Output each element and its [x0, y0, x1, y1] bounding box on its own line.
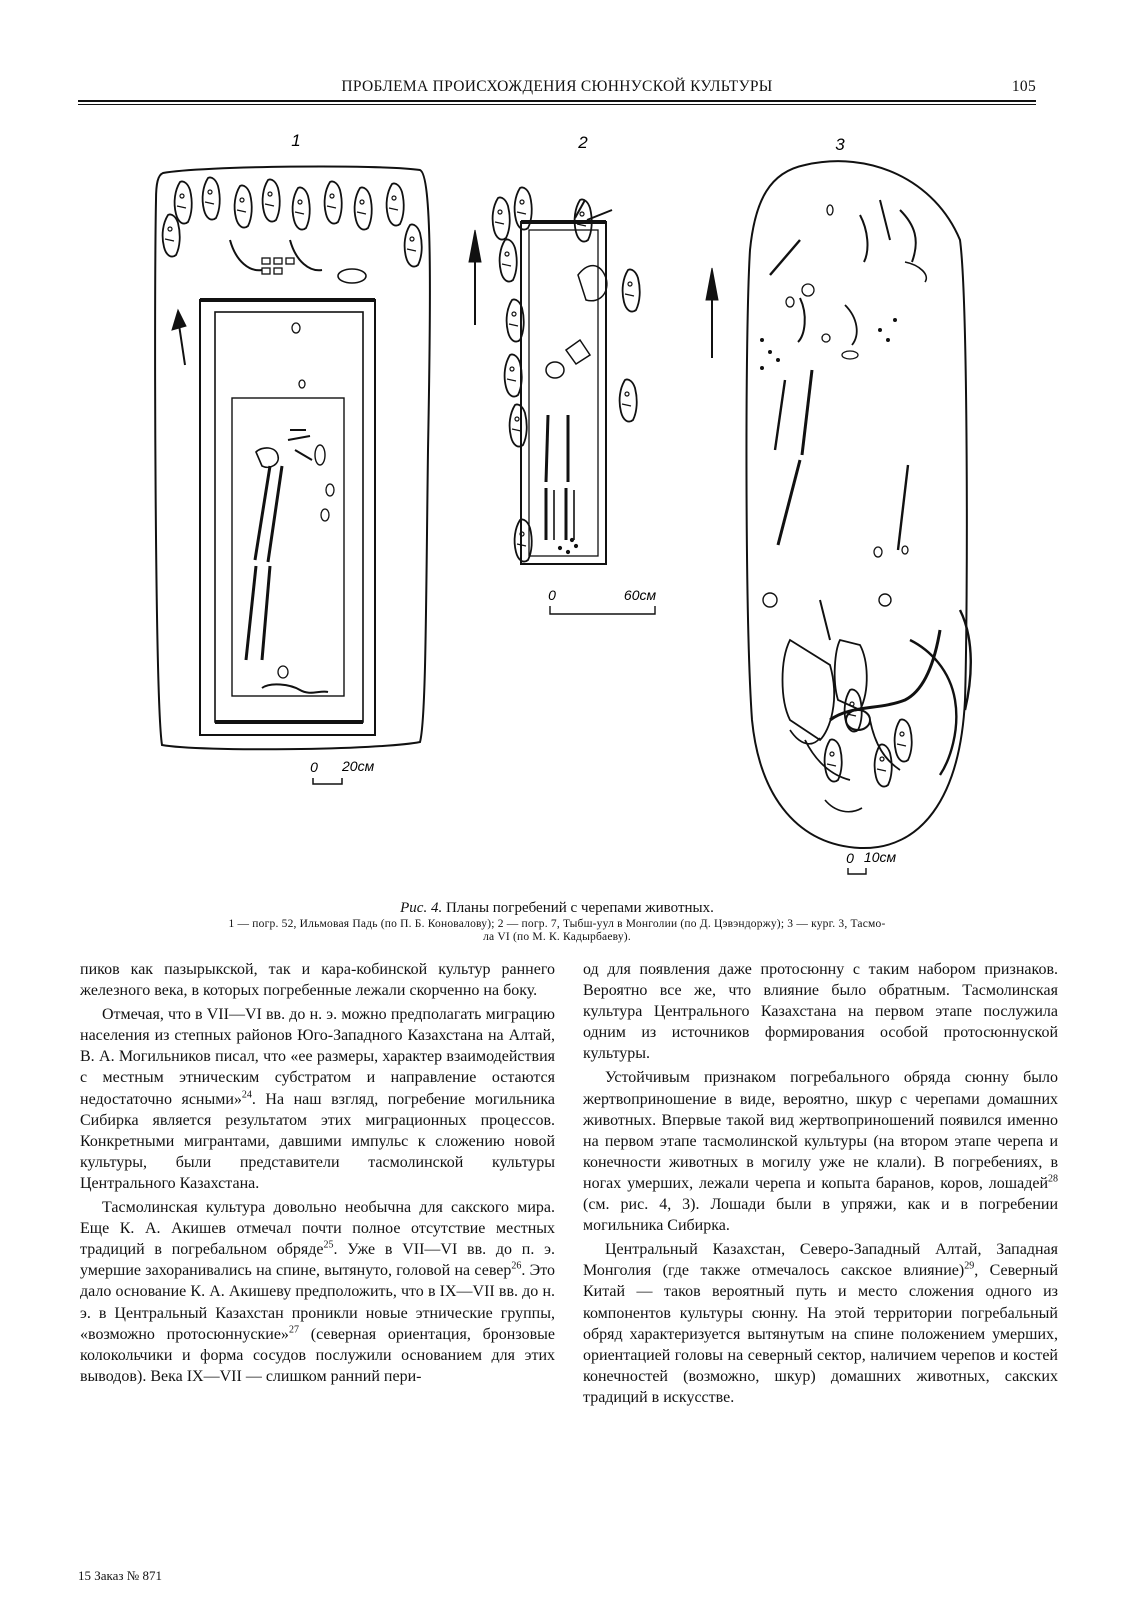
footnote-ref-28: 28 — [1048, 1173, 1058, 1185]
footnote-ref-25: 25 — [323, 1239, 334, 1251]
figure-caption-text: Планы погребений с черепами животных. — [445, 900, 714, 916]
figure-credits — [78, 918, 1036, 944]
scale-3-zero: 0 — [846, 850, 854, 866]
plan-3-drawing — [706, 161, 971, 848]
footnote-ref-29: 29 — [964, 1260, 975, 1272]
left-column — [80, 959, 555, 1387]
scale-2-length: 60см — [623, 587, 657, 603]
right-column — [583, 959, 1058, 1408]
page-number: 105 — [1011, 78, 1036, 95]
scale-1-zero: 0 — [310, 759, 318, 775]
plan-2-scale — [548, 587, 656, 614]
panel-label-3: 3 — [835, 135, 845, 154]
left-paragraph-3: Тасмолинская культура довольно необычна для сакского мира. Еще К. А. Акишев отмечал почти полное отсутствие местных традиций в погребальном обряде$^{25}$. Уже в VII—VI вв. до п. э. умершие захоранивались на спине, вытянуто, головой на север$^{26}$. Это дало основание К. А. Акишеву предположить, что в IX—VII вв. до н. э. в Центральный Казахстан проникли новые этнические группы, «возможно протосюннуские»$^{27}$ (северная ориентация, бронзовые колокольчики и форма сосудов послужили основанием для этих выводов). Века IX—VII — слишком ранний пери- — [80, 1199, 556, 1385]
scale-3-length: 10см — [863, 849, 897, 865]
figure-credits-line-1: 1 — погр. 52, Ильмовая Падь (по П. Б. Коновалову); 2 — погр. 7, Тыбш-уул в Монголии (по Д. Цэвэндоржу); 3 — кург. 3, Тасмо- — [228, 918, 886, 930]
running-head-title: ПРОБЛЕМА ПРОИСХОЖДЕНИЯ СЮННУСКОЙ КУЛЬТУРЫ — [341, 78, 773, 95]
running-head — [78, 78, 1036, 100]
panel-label-1: 1 — [291, 131, 301, 150]
header-rule-thin — [78, 104, 1036, 105]
plan-1-drawing — [155, 166, 430, 749]
printer-footer: 15 Заказ № 871 — [78, 1568, 162, 1583]
left-paragraph-2: Отмечая, что в VII—VI вв. до н. э. можно предполагать миграцию населения из степных районов Юго-Западного Казахстана на Алтай, В. А. Могильников писал, что «ее размеры, характер взаимодействия с местным этническим субстратом и направление остаются недостаточно ясными»$^{24}$. На наш взгляд, погребение могильника Сибирка является результатом этих миграционных процессов. Конкретными мигрантами, давшими импульс к сложению новой культуры, были представители тасмолинской культуры Центрального Казахстана. — [80, 1006, 555, 1192]
plan-3-scale — [846, 849, 896, 874]
figure-credits-line-2: ла VI (по М. К. Кадырбаеву). — [483, 931, 631, 943]
plan-2-drawing — [469, 187, 640, 564]
right-paragraph-3: Центральный Казахстан, Северо-Западный Алтай, Западная Монголия (где также отмечалось сакское влияние)$^{29}$, Северный Китай — таков вероятный путь и место сложения одного из компонентов культуры сюнну. На этой территории погребальный обряд характеризуется вытянутым на спине положением умерших, ориентацией головы на северный сектор, наличием черепов и костей конечностей (возможно, шкур) домашних животных, сакских традиций в искусстве. — [583, 1241, 1059, 1406]
burial-plans-figure — [0, 115, 1131, 895]
panel-label-2: 2 — [578, 133, 588, 152]
footnote-ref-24: 24 — [241, 1089, 252, 1101]
right-paragraph-1: од для появления даже протосюнну с таким набором признаков. Вероятно все же, что влияние было обратным. Тасмолинская культура Центрального Казахстана на первом этапе послужила одним из источников формирования особой протосюннуской культуры. — [583, 961, 1058, 1063]
figure-caption — [78, 900, 1036, 917]
header-rule — [78, 100, 1036, 102]
figure-caption-prefix: Рис. 4. — [400, 900, 443, 916]
right-paragraph-2: Устойчивым признаком погребального обряда сюнну было жертвоприношение в виде, вероятно, шкур с черепами домашних животных. Впервые такой вид жертвоприношений появился именно на первом этапе тасмолинской культуры (на втором этапе черепа и конечности животных в могилу уже не клали). В погребениях, в ногах умерших, лежали черепа и копыта баранов, коров, лошадей$^{28}$ (см. рис. 4, 3). Лошади были в упряжи, как и в погребении могильника Сибирка. — [583, 1069, 1058, 1235]
scale-2-zero: 0 — [548, 587, 556, 603]
left-paragraph-1: пиков как пазырыкской, так и кара-кобинской культур раннего железного века, в которых погребенные лежали скорченно на боку. — [80, 961, 555, 1000]
footnote-ref-26: 26 — [511, 1260, 522, 1272]
footnote-ref-27: 27 — [288, 1324, 299, 1336]
plan-1-scale — [310, 758, 374, 784]
scale-1-length: 20см — [342, 758, 375, 774]
